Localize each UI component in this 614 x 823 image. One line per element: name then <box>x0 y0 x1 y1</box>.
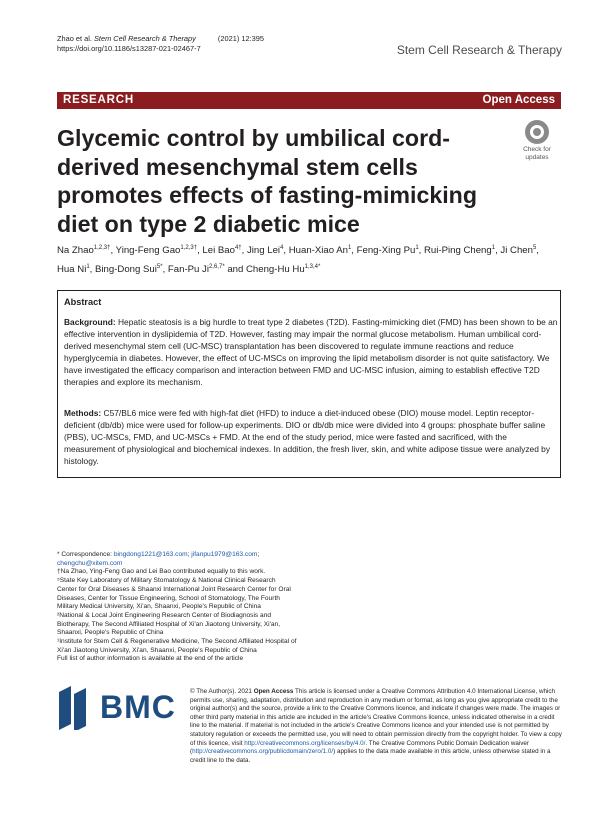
bmc-logo-text: BMC <box>100 689 176 725</box>
author-affiliation-marker: 5 <box>532 245 537 251</box>
author-name: Huan-Xiao An$^1$ <box>288 245 352 257</box>
license-statement: © The Author(s). 2021 Open Access This article is licensed under a Creative Commons Attribution 4.0 International License, which permits use, sharing, adaptation, distribution and reproduction in any medium or format, as long as you give appropriate credit to the original author(s) and the source, provide a link to the Creative Commons licence, and indicate if changes were made. The images or other third party material in this article are included in the article's Creative Commons licence, unless indicated otherwise in a credit line to the material. If material is not included in the article's Creative Commons licence and your intended use is not permitted by statutory regulation or exceeds the permitted use, you will need to obtain permission directly from the copyright holder. To view a copy of this licence, visit http://creativecommons.org/licenses/by/4.0/. The Creative Commons Public Domain Dedication waiver (http://creativecommons.org/publicdomain/zero/1.0/) applies to the data made available in this article, unless otherwise stated in a credit line to the data. <box>190 688 562 764</box>
citation-line <box>57 34 264 44</box>
abstract-heading: Abstract <box>58 290 560 307</box>
abstract-background: Background: Hepatic steatosis is a big hurdle to treat type 2 diabetes (T2D). Fasting-mimicking diet (FMD) has been shown to be an effective intervention in dyslipidemia of T2D. However, fasting may impair the normal glucose metabolism. Human umbilical cord-derived mesenchymal stem cell (UC-MSC) transplantation has been discovered to regulate immune reactions and reduce hyperglycemia in diabetes. However, the effect of UC-MSCs on improving the lipid metabolism disorder is not quite satisfactory. We have investigated the efficacy comparison and interaction between FMD and UC-MSC infusion, aiming to establish effective T2D therapies and explore its mechanism. <box>64 317 558 387</box>
abstract-box <box>57 290 561 477</box>
check-updates-icon <box>525 120 549 144</box>
affiliation: ⁵State Key Laboratory of Military Stomatology & National Clinical Research Center for Oral Diseases & Shaanxi International Joint Research Center for Oral Diseases, Center for Tissue Engineering, School of Stomatology, The Fourth Military Medical University, Xi'an, Shaanxi, People's Republic of China <box>57 577 291 611</box>
author-info-note: Full list of author information is available at the end of the article <box>57 655 244 663</box>
abstract-divider <box>57 477 561 478</box>
citation-authors: Zhao et al. <box>57 34 92 43</box>
author-affiliation-marker: 4 <box>280 245 284 251</box>
affiliation: ²National & Local Joint Engineering Research Center of Biodiagnosis and Biotherapy, The Second Affiliated Hospital of Xi'an Jiaotong University, Xi'an, Shaanxi, People's Republic of China <box>57 611 281 637</box>
license-link[interactable]: http://creativecommons.org/licenses/by/4.0/ <box>244 739 366 747</box>
bmc-logo-icon <box>57 686 97 730</box>
public-domain-link[interactable]: http://creativecommons.org/publicdomain/zero/1.0/ <box>192 748 334 756</box>
author-affiliation-marker: 1 <box>491 245 496 251</box>
author-affiliation-marker: 1 <box>86 264 90 271</box>
author-affiliation-marker: 2,6,7* <box>208 264 225 271</box>
author-affiliation-marker: 1,3,4* <box>304 264 321 271</box>
author-affiliation-marker: 5* <box>156 264 163 271</box>
author-name: Fan-Pu $Ji^{2,6,7*}$ <box>167 264 225 276</box>
correspondence: * Correspondence: bingdong1221@163.com; jifanpu1979@163.com; <box>57 551 260 558</box>
author-name: Lei Bao$^{4\dagger}$ <box>202 245 242 257</box>
check-updates-text: Check for updates <box>523 146 551 161</box>
author-affiliation-marker: 1,2,3† <box>180 245 198 251</box>
article-type-label: RESEARCH <box>63 94 134 106</box>
doi-link[interactable]: https://doi.org/10.1186/s13287-021-02467-7 <box>57 44 201 53</box>
footnotes <box>57 551 297 664</box>
author-list: Na Zhao$^{1,2,3\dagger}$, Ying-Feng Gao$^{1,2,3\dagger}$, Lei Bao$^{4\dagger}$, Jing Lei$^4$, Huan-Xiao An$^1$, Feng-Xing Pu$^1$, Rui-Ping Cheng$^1$, Ji Chen$^5$, Hua Ni$^1$, Bing-Dong Sui$^{5*}$, Fan-Pu $Ji^{2,6,7*}$ and Cheng-Hu $Hu^{1,3,4*}$ <box>57 245 539 276</box>
author-name: Cheng-Hu $Hu^{1,3,4*}$ <box>246 264 321 276</box>
equal-contribution-note: †Na Zhao, Ying-Feng Gao and Lei Bao contributed equally to this work. <box>57 568 266 576</box>
article-title: Glycemic control by umbilical cord-derived mesenchymal stem cells promotes effects of fasting-mimicking diet on type 2 diabetic mice <box>57 125 478 237</box>
author-affiliation-marker: 1,2,3† <box>93 245 111 251</box>
open-access-label: Open Access <box>482 94 555 106</box>
author-name: Feng-Xing Pu$^1$ <box>356 245 419 257</box>
author-name: Ji Chen$^5$ <box>500 245 537 257</box>
author-name: Rui-Ping Cheng$^1$ <box>424 245 496 257</box>
affiliation: ¹Institute for Stem Cell & Regenerative Medicine, The Second Affiliated Hospital of Xi'an Jiaotong University, Xi'an, Shaanxi, People's Republic of China <box>57 638 297 654</box>
abstract-methods: Methods: C57/BL6 mice were fed with high-fat diet (HFD) to induce a diet-induced obese (DIO) mouse model. Leptin receptor-deficient (db/db) mice were used for follow-up experiments. DIO or db/db mice were divided into 4 groups: phosphate buffer saline (PBS), UC-MSCs, FMD, and UC-MSCs + FMD. At the end of the study period, mice were fasted and sacrificed, with the measurement of physiological and biochemical indexes. In addition, the fresh liver, skin, and white adipose tissue were analyzed by histology. <box>64 408 551 466</box>
email-link[interactable]: bingdong1221@163.com <box>113 551 188 558</box>
author-name: Ying-Feng Gao$^{1,2,3\dagger}$ <box>115 245 198 257</box>
citation-journal: Stem Cell Research & Therapy <box>93 34 196 43</box>
check-for-updates-badge[interactable] <box>516 120 558 164</box>
author-name: Hua Ni$^1$ <box>57 264 90 276</box>
author-name: Bing-Dong Sui$^{5*}$ <box>95 264 163 276</box>
author-name: Na Zhao$^{1,2,3\dagger}$ <box>57 245 111 257</box>
author-name: Jing Lei$^4$ <box>246 245 284 257</box>
email-link[interactable]: jifanpu1979@163.com <box>191 551 258 558</box>
author-affiliation-marker: 1 <box>415 245 419 251</box>
author-affiliation-marker: 1 <box>347 245 352 251</box>
journal-name: Stem Cell Research & Therapy <box>396 43 562 57</box>
running-header <box>57 34 264 54</box>
bmc-logo <box>57 686 181 730</box>
citation-volume: (2021) 12:395 <box>217 34 264 43</box>
email-link[interactable]: chengchu@xitem.com <box>57 559 123 567</box>
author-affiliation-marker: 4† <box>234 245 242 251</box>
article-type-bar <box>57 92 561 109</box>
